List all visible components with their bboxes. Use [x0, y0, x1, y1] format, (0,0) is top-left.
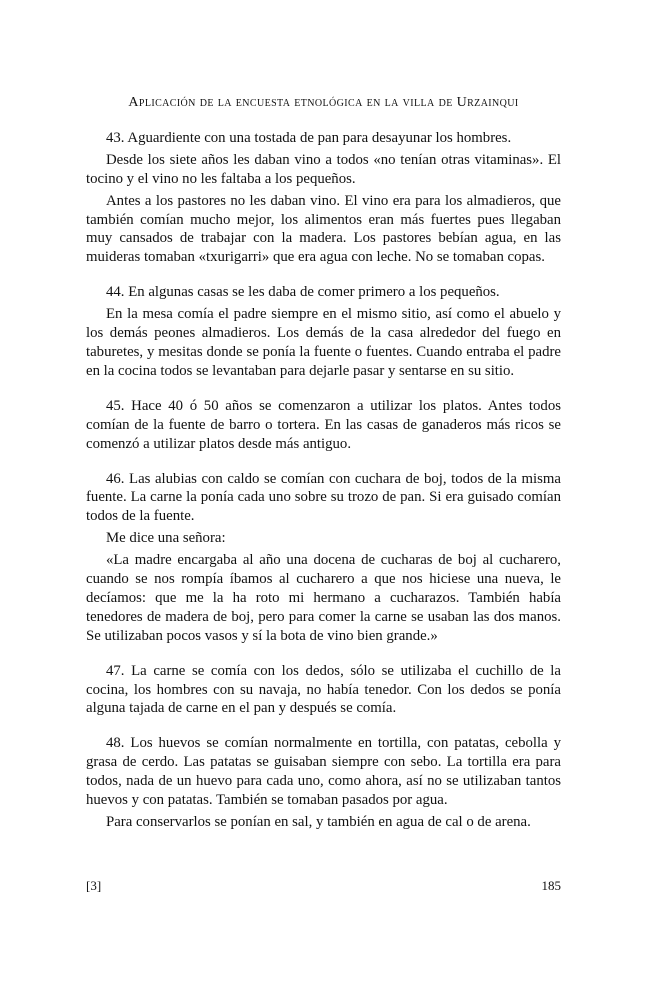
- section-45: [86, 397, 561, 454]
- section-47: [86, 662, 561, 719]
- paragraph: 44. En algunas casas se les daba de comer primero a los pequeños.: [106, 284, 500, 301]
- paragraph: Antes a los pastores no les daban vino. El vino era para los almadieros, que también comían mucho mejor, los alimentos eran más fuertes pues llegaban muy cansados de trabajar con la madera. Los pastores bebían agua, en las muideras tomaban «txurigarri» que era agua con leche. No se tomaban copas.: [86, 192, 561, 266]
- paragraph: 47. La carne se comía con los dedos, sólo se utilizaba el cuchillo de la cocina, los hombres con su navaja, no había tenedor. Con los dedos se ponía alguna tajada de carne en el pan y después se comía.: [86, 662, 561, 717]
- section-48: [86, 734, 561, 832]
- section-44: [86, 283, 561, 381]
- paragraph: Desde los siete años les daban vino a todos «no tenían otras vitaminas». El tocino y el vino no les faltaba a los pequeños.: [86, 151, 561, 187]
- section-46: [86, 470, 561, 646]
- paragraph: 45. Hace 40 ó 50 años se comenzaron a utilizar los platos. Antes todos comían de la fuente de barro o tortera. En las casas de ganaderos más ricos se comenzó a utilizar platos desde más antiguo.: [86, 397, 561, 452]
- running-header: Aplicación de la encuesta etnológica en la villa de Urzainqui: [128, 95, 519, 110]
- paragraph: 48. Los huevos se comían normalmente en tortilla, con patatas, cebolla y grasa de cerdo. Las patatas se guisaban siempre con sebo. La tortilla era para todos, nada de un huevo para cada uno, como ahora, así no se utilizaban tantos huevos y con patatas. También se tomaban pasados por agua.: [86, 735, 561, 809]
- footer-section-number: [3]: [86, 878, 102, 893]
- paragraph: 43. Aguardiente con una tostada de pan para desayunar los hombres.: [106, 129, 512, 146]
- paragraph: Me dice una señora:: [106, 530, 226, 547]
- section-43: [86, 129, 561, 267]
- page-footer: [86, 878, 561, 894]
- page-number: 185: [541, 878, 561, 893]
- quoted-paragraph: «La madre encargaba al año una docena de cucharas de boj al cucharero, cuando se nos rompía íbamos al cucharero a que nos hiciese una nueva, le decíamos: que me la ha roto mi hermano a cucharazos. También había tenedores de madera de boj, pero para comer la carne se usaban las dos manos. Se utilizaban pocos vasos y sí la bota de vino bien grande.»: [86, 552, 561, 644]
- paragraph: 46. Las alubias con caldo se comían con cuchara de boj, todos de la misma fuente. La carne la ponía cada uno sobre su trozo de pan. Si era guisado comían todos de la fuente.: [86, 470, 561, 525]
- page-body: [86, 94, 561, 848]
- paragraph: Para conservarlos se ponían en sal, y también en agua de cal o de arena.: [106, 814, 531, 830]
- paragraph: En la mesa comía el padre siempre en el mismo sitio, así como el abuelo y los demás peones almadieros. Los demás de la casa alrededor del fuego en taburetes, y mesitas donde se ponía la fuente o fuentes. Cuando entraba el padre en la cocina todos se levantaban para dejarle pasar y sentarse en su sitio.: [86, 306, 561, 379]
